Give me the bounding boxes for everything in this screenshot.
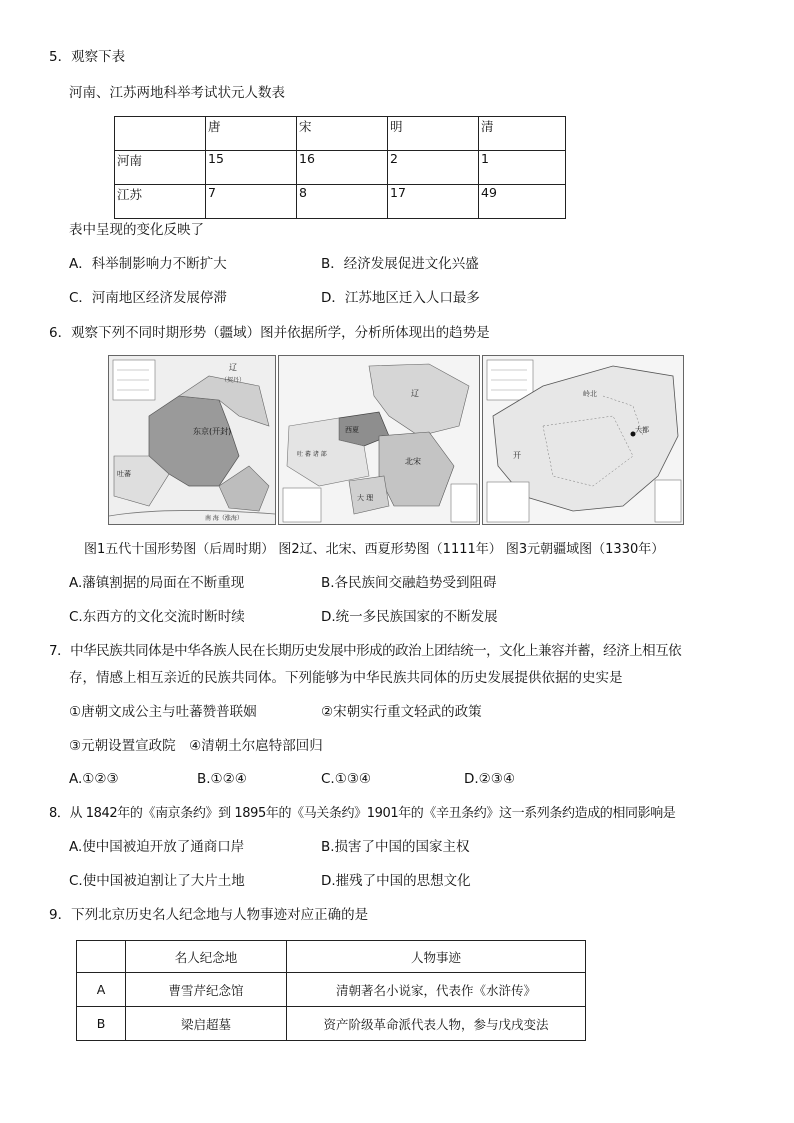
- table-cell: 资产阶级革命派代表人物，参与戊戌变法: [287, 1007, 586, 1041]
- table-cell: 曹雪芹纪念馆: [126, 973, 287, 1007]
- table-cell: 17: [388, 185, 479, 219]
- table-cell: 1: [479, 151, 566, 185]
- q7-item2: ②宋朝实行重文轻武的政策: [321, 704, 482, 720]
- table-cell: 2: [388, 151, 479, 185]
- map1-capital-label: 东京(开封): [193, 427, 232, 436]
- table-cell: 人物事迹: [287, 941, 586, 973]
- q9-stem: 9．下列北京历史名人纪念地与人物事迹对应正确的是: [49, 907, 369, 923]
- q8-option-b: B.损害了中国的国家主权: [321, 839, 470, 855]
- table-cell: 清: [479, 117, 566, 151]
- q7-option-a: A.①②③: [69, 771, 119, 787]
- q7-stem-line2: 存，情感上相互亲近的民族共同体。下列能够为中华民族共同体的历史发展提供依据的史实是: [69, 670, 623, 686]
- q9-table: [76, 940, 586, 1041]
- q7-option-b: B.①②④: [197, 771, 247, 787]
- table-cell: 河南: [115, 151, 206, 185]
- table-cell: 16: [297, 151, 388, 185]
- table-cell: 8: [297, 185, 388, 219]
- q5-option-c: C．河南地区经济发展停滞: [69, 290, 227, 306]
- q6-stem: 6．观察下列不同时期形势（疆域）图并依据所学，分析所体现出的趋势是: [49, 325, 490, 341]
- map2-dali-label: 大 理: [357, 494, 374, 502]
- table-cell: [77, 941, 126, 973]
- table-cell: B: [77, 1007, 126, 1041]
- q6-option-b: B.各民族间交融趋势受到阻碍: [321, 575, 497, 591]
- map-yuan-dynasty-drawing: [483, 356, 683, 524]
- q7-item1: ①唐朝文成公主与吐蕃赞普联姻: [69, 704, 257, 720]
- map2-liao-label: 辽: [411, 389, 419, 398]
- q7-option-d: D.②③④: [464, 771, 515, 787]
- map-five-dynasties: [108, 355, 276, 525]
- table-cell: [115, 117, 206, 151]
- table-cell: 15: [206, 151, 297, 185]
- table-cell: 明: [388, 117, 479, 151]
- map2-song-label: 北宋: [405, 457, 421, 466]
- q5-table-title: 河南、江苏两地科举考试状元人数表: [69, 85, 285, 101]
- map3-lingbei-label: 岭北: [583, 390, 597, 398]
- q5-option-a: A．科举制影响力不断扩大: [69, 256, 227, 272]
- table-cell: 宋: [297, 117, 388, 151]
- table-cell: 49: [479, 185, 566, 219]
- table-cell: 江苏: [115, 185, 206, 219]
- map1-qidan-label: （契丹）: [221, 377, 246, 384]
- q6-option-a: A.藩镇割据的局面在不断重现: [69, 575, 245, 591]
- q5-option-d: D．江苏地区迁入人口最多: [321, 290, 480, 306]
- q5-question: 表中呈现的变化反映了: [69, 222, 204, 238]
- map-yuan-dynasty: [482, 355, 684, 525]
- table-cell: 7: [206, 185, 297, 219]
- q8-option-d: D.摧残了中国的思想文化: [321, 873, 471, 889]
- q8-option-c: C.使中国被迫割让了大片土地: [69, 873, 245, 889]
- table-row: [115, 151, 566, 185]
- table-cell: 梁启超墓: [126, 1007, 287, 1041]
- q8-stem: 8．从 1842年的《南京条约》到 1895年的《马关条约》1901年的《辛丑条约》这一系列条约造成的相同影响是: [49, 806, 676, 821]
- map1-sea-label: 南 海（涨海）: [205, 515, 243, 522]
- map-liao-song-xixia-drawing: [279, 356, 479, 524]
- map3-mark-label: 开: [513, 451, 521, 460]
- table-cell: 名人纪念地: [126, 941, 287, 973]
- q7-item3: ③元朝设置宣政院 ④清朝土尔扈特部回归: [69, 738, 323, 754]
- table-row: [77, 973, 586, 1007]
- map2-tubo-label: 吐 蕃 诸 部: [297, 451, 327, 458]
- table-row: [115, 185, 566, 219]
- q5-table: [114, 116, 566, 219]
- table-cell: A: [77, 973, 126, 1007]
- q8-option-a: A.使中国被迫开放了通商口岸: [69, 839, 245, 855]
- q6-option-d: D.统一多民族国家的不断发展: [321, 609, 498, 625]
- q6-option-c: C.东西方的文化交流时断时续: [69, 609, 245, 625]
- q5-stem: 5．观察下表: [49, 49, 126, 65]
- q5-option-b: B．经济发展促进文化兴盛: [321, 256, 479, 272]
- table-cell: 唐: [206, 117, 297, 151]
- map1-liao-label: 辽: [229, 363, 237, 372]
- q6-maps: [108, 355, 684, 523]
- table-row: [77, 941, 586, 973]
- map-five-dynasties-drawing: [109, 356, 275, 524]
- map3-capital-label: 大都: [635, 426, 649, 434]
- table-row: [77, 1007, 586, 1041]
- q6-caption: 图1五代十国形势图（后周时期） 图2辽、北宋、西夏形势图（1111年） 图3元朝疆域图（1330年）: [84, 542, 665, 557]
- q7-option-c: C.①③④: [321, 771, 372, 787]
- q7-stem-line1: 7．中华民族共同体是中华各族人民在长期历史发展中形成的政治上团结统一，文化上兼容并蓄，经济上相互依: [49, 643, 682, 659]
- map-liao-song-xixia: [278, 355, 480, 525]
- map1-tubo-label: 吐蕃: [117, 470, 131, 478]
- map2-xixia-label: 西夏: [345, 426, 359, 434]
- table-row: [115, 117, 566, 151]
- table-cell: 清朝著名小说家，代表作《水浒传》: [287, 973, 586, 1007]
